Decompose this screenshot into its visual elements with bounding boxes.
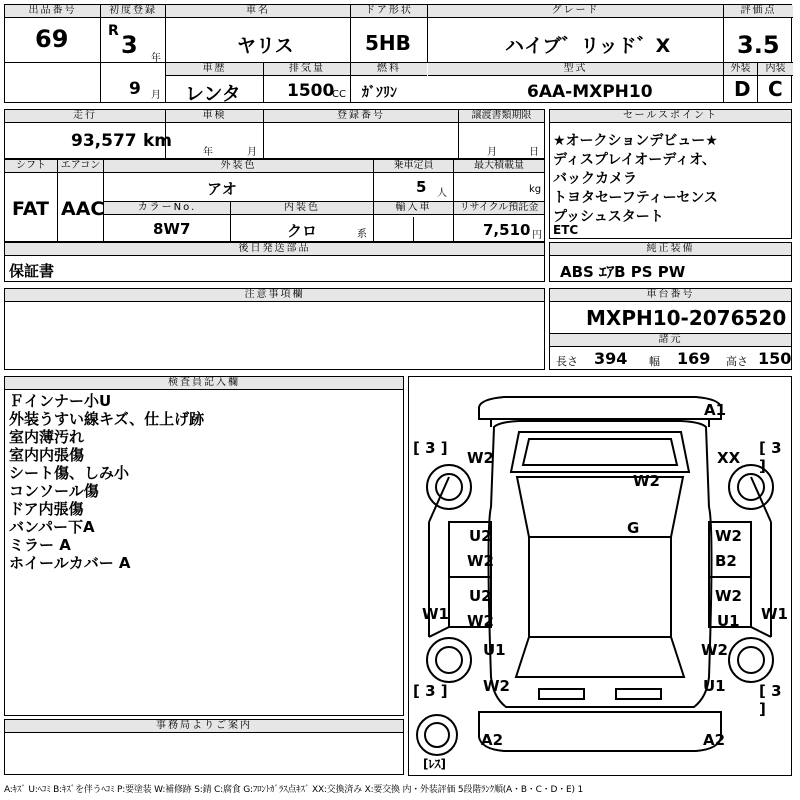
damage-mark: B2 <box>715 552 737 570</box>
damage-mark: A1 <box>704 401 727 419</box>
transfer-day-unit: 日 <box>529 147 539 158</box>
score-value: 3.5 <box>737 31 780 59</box>
width-value: 169 <box>677 349 711 368</box>
inspector-note: ミラー A <box>9 536 71 554</box>
car-outline <box>409 377 791 775</box>
width-label: 幅 <box>649 355 660 368</box>
reg-era: R <box>108 23 119 39</box>
recycle-value: 7,510 <box>483 221 531 239</box>
sales-point-line: トヨタセーフティーセンス <box>553 190 718 206</box>
lot-label: 出品番号 <box>5 5 100 18</box>
inspector-note: シート傷、しみ小 <box>9 464 130 482</box>
model-value: 6AA-MXPH10 <box>527 82 653 102</box>
inspector-note: ドア内張傷 <box>9 500 84 518</box>
fuel-value: ｶﾞｿﾘﾝ <box>362 85 397 101</box>
sales-point-label: セールスポイント <box>550 110 791 123</box>
car-name-label: 車名 <box>166 5 350 18</box>
damage-mark: W2 <box>715 587 742 605</box>
history-label: 車歴 <box>166 63 263 76</box>
shift-label: シフト <box>5 160 57 173</box>
inspector-note: 室内内張傷 <box>9 446 85 464</box>
inspection-month-unit: 月 <box>247 147 257 158</box>
transfer-label: 譲渡書類期限 <box>459 110 544 123</box>
caution-box <box>4 288 545 370</box>
damage-mark: W1 <box>422 605 449 623</box>
damage-mark: W1 <box>761 605 788 623</box>
inspection-year-unit: 年 <box>203 147 213 158</box>
model-label: 型式 <box>428 63 723 76</box>
sales-point-line: バックカメラ <box>553 171 637 187</box>
office-box <box>4 719 404 775</box>
mileage-label: 走行 <box>5 110 165 123</box>
inspection-label: 車検 <box>166 110 263 123</box>
damage-mark: W2 <box>467 449 494 467</box>
office-label: 事務局よりご案内 <box>5 720 403 733</box>
damage-mark: A2 <box>703 731 726 749</box>
length-label: 長さ <box>556 355 578 368</box>
chassis-number: MXPH10-2076520 <box>586 306 787 330</box>
fuel-label: 燃料 <box>351 63 427 76</box>
seats-label: 乗車定員 <box>374 160 453 173</box>
score-label: 評価点 <box>724 5 793 18</box>
damage-mark: U1 <box>717 612 740 630</box>
inspector-note: バンパー下A <box>9 518 95 536</box>
ext-color-value: アオ <box>207 180 237 198</box>
spec-box <box>4 159 545 242</box>
max-load-unit: kg <box>529 184 542 195</box>
sales-point-line: プッシュスタート <box>553 209 664 225</box>
tire-tread: [ 3 ] <box>759 682 782 718</box>
legend: A:ｷｽﾞ U:ﾍｺﾐ B:ｷｽﾞを伴うﾍｺﾐ P:要塗装 W:補修跡 S:錆 C:腐食 G:ﾌﾛﾝﾄｶﾞﾗｽ点ｷｽﾞ XX:交換済み X:要交換 内・外装評価 5段階ﾗﾝｸ順(A・B・C・D・E) 1 <box>4 785 583 795</box>
damage-mark: W2 <box>467 552 494 570</box>
int-color-unit: 系 <box>357 229 367 240</box>
equipment-value: ABS ｴｱB PS PW <box>560 263 686 281</box>
reg-year-unit: 年 <box>151 53 161 64</box>
damage-mark: W2 <box>483 677 510 695</box>
max-load-label: 最大積載量 <box>454 160 544 173</box>
grade-value: ハイブ゛リッド゛X <box>505 35 671 57</box>
aircon-label: エアコン <box>58 160 103 173</box>
sales-point-line: ディスプレイオーディオ、 <box>553 152 716 168</box>
displacement-unit: CC <box>332 89 346 100</box>
tire-tread: [ 3 ] <box>759 439 782 475</box>
color-no-value: 8W7 <box>153 220 191 238</box>
sales-point-line: ★オークションデビュー★ <box>553 133 718 149</box>
height-value: 150 <box>758 349 792 368</box>
tire-tread: [ﾚｽ] <box>423 757 446 771</box>
mileage-unit: km <box>143 131 173 151</box>
sales-point-line: ETC <box>553 223 579 237</box>
later-parts-value: 保証書 <box>9 262 55 280</box>
grade-label: グレード <box>428 5 723 18</box>
specs-label: 諸元 <box>550 334 791 347</box>
int-color-value: クロ <box>287 222 318 240</box>
mileage-value: 93,577 <box>71 131 137 151</box>
displacement-label: 排気量 <box>264 63 350 76</box>
inspector-note: ホイールカバー A <box>9 554 131 572</box>
later-parts-box <box>4 242 545 282</box>
equipment-box <box>549 242 792 282</box>
chassis-label: 車台番号 <box>550 289 791 302</box>
inspector-box <box>4 376 404 716</box>
tire-tread: [ 3 ] <box>413 439 448 457</box>
damage-mark: U2 <box>469 587 492 605</box>
plate-label: 登録番号 <box>264 110 458 123</box>
color-no-label: カラーNo. <box>104 202 230 215</box>
damage-mark: W2 <box>467 612 494 630</box>
height-label: 高さ <box>726 355 748 368</box>
damage-mark: U2 <box>469 527 492 545</box>
damage-mark: W2 <box>715 527 742 545</box>
inspector-note: 外装うすい線キズ、仕上げ跡 <box>9 410 205 428</box>
inspector-label: 検査員記入欄 <box>5 377 403 390</box>
score-int-value: C <box>768 77 783 101</box>
shift-value: FAT <box>12 198 49 220</box>
length-value: 394 <box>594 349 628 368</box>
later-parts-label: 後日発送部品 <box>5 243 544 256</box>
damage-mark: W2 <box>701 641 728 659</box>
displacement-value: 1500 <box>287 81 335 101</box>
damage-mark: W2 <box>633 472 660 490</box>
history-value: レンタ <box>185 83 241 105</box>
reg-month-unit: 月 <box>151 90 161 101</box>
aircon-value: AAC <box>61 198 105 220</box>
recycle-unit: 円 <box>532 230 542 241</box>
mileage-box <box>4 109 545 159</box>
equipment-label: 純正装備 <box>550 243 791 256</box>
car-name: ヤリス <box>237 35 294 57</box>
damage-mark: A2 <box>481 731 504 749</box>
reg-label: 初度登録 <box>101 5 165 18</box>
header-box <box>4 4 792 103</box>
reg-month: 9 <box>129 79 141 99</box>
inspector-note: 室内薄汚れ <box>9 428 85 446</box>
score-ext-value: D <box>734 77 751 101</box>
car-diagram <box>408 376 792 776</box>
damage-mark: XX <box>717 449 741 467</box>
int-color-label: 内装色 <box>231 202 373 215</box>
door-type: 5HB <box>365 31 411 55</box>
damage-mark: U1 <box>483 641 506 659</box>
inspector-note: Ｆインナー小U <box>9 392 112 410</box>
seats-value: 5 <box>416 178 427 196</box>
door-label: ドア形状 <box>351 5 427 18</box>
ext-color-label: 外装色 <box>104 160 373 173</box>
caution-label: 注意事項欄 <box>5 289 544 302</box>
inspector-note: コンソール傷 <box>9 482 99 500</box>
score-ext-label: 外装 <box>724 63 757 76</box>
recycle-label: リサイクル預託金 <box>454 202 544 215</box>
seats-unit: 人 <box>437 188 447 199</box>
transfer-month-unit: 月 <box>487 147 497 158</box>
score-int-label: 内装 <box>758 63 793 76</box>
damage-mark: U1 <box>703 677 726 695</box>
chassis-box <box>549 288 792 370</box>
reg-year: 3 <box>121 31 138 59</box>
tire-tread: [ 3 ] <box>413 682 448 700</box>
import-label: 輸入車 <box>374 202 453 215</box>
damage-mark: G <box>627 519 640 537</box>
sales-point-box <box>549 109 792 239</box>
lot-number: 69 <box>35 25 69 53</box>
